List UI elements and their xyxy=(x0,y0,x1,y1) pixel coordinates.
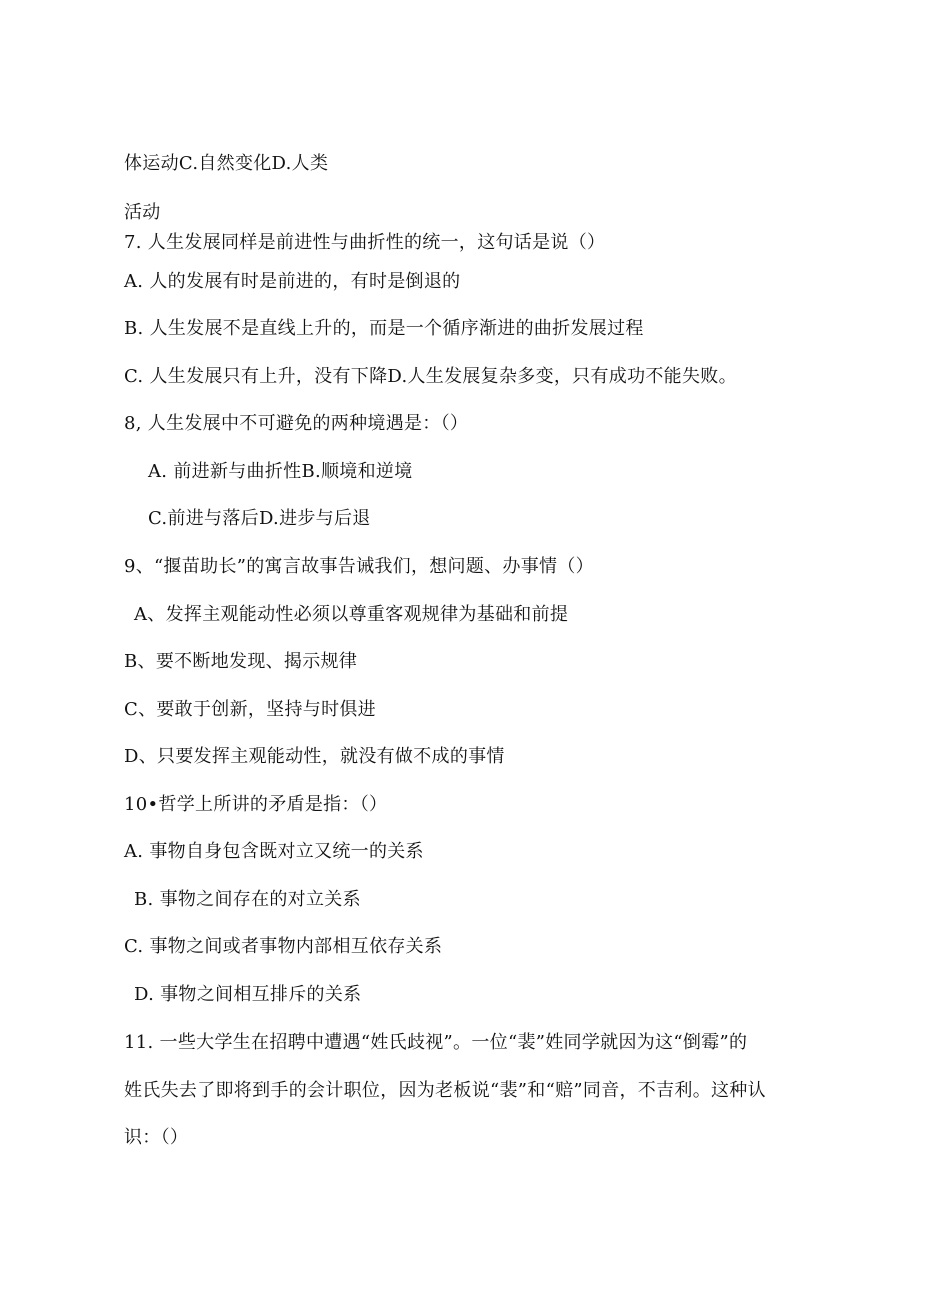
option-b: B. 事物之间存在的对立关系 xyxy=(134,889,361,910)
question-8: 8, 人生发展中不可避免的两种境遇是：（） xyxy=(124,413,469,434)
option-d: D、只要发挥主观能动性，就没有做不成的事情 xyxy=(124,746,505,767)
option-a: A. 人的发展有时是前进的，有时是倒退的 xyxy=(124,271,461,292)
option-c: C. 事物之间或者事物内部相互依存关系 xyxy=(124,936,443,957)
question-7: 7. 人生发展同样是前进性与曲折性的统一，这句话是说（） xyxy=(124,232,606,253)
text-line: 体运动C.自然变化D.人类 xyxy=(124,153,329,174)
option-d: D. 事物之间相互排斥的关系 xyxy=(134,984,362,1005)
option-b: B. 人生发展不是直线上升的，而是一个循序渐进的曲折发展过程 xyxy=(124,318,644,339)
text-line: 活动 xyxy=(124,202,161,223)
option-c: C、要敢于创新，坚持与时俱进 xyxy=(124,699,376,720)
question-11-cont: 姓氏失去了即将到手的会计职位，因为老板说“裴”和“赔”同音，不吉利。这种认 xyxy=(124,1080,766,1101)
option-a: A、发挥主观能动性必须以尊重客观规律为基础和前提 xyxy=(134,604,569,625)
question-9: 9、“揠苗助长”的寓言故事告诫我们，想问题、办事情（） xyxy=(124,556,594,577)
option-c-d: C. 人生发展只有上升，没有下降D.人生发展复杂多变，只有成功不能失败。 xyxy=(124,366,737,387)
question-11-cont: 识：（） xyxy=(124,1127,189,1148)
option-c-d: C.前进与落后D.进步与后退 xyxy=(148,508,371,529)
option-a: A. 事物自身包含既对立又统一的关系 xyxy=(124,841,424,862)
option-a-b: A. 前进新与曲折性B.顺境和逆境 xyxy=(148,461,413,482)
question-10: 10•哲学上所讲的矛盾是指：（） xyxy=(124,794,388,815)
option-b: B、要不断地发现、揭示规律 xyxy=(124,651,358,672)
question-11: 11. 一些大学生在招聘中遭遇“姓氏歧视”。一位“裴”姓同学就因为这“倒霉”的 xyxy=(124,1032,748,1053)
